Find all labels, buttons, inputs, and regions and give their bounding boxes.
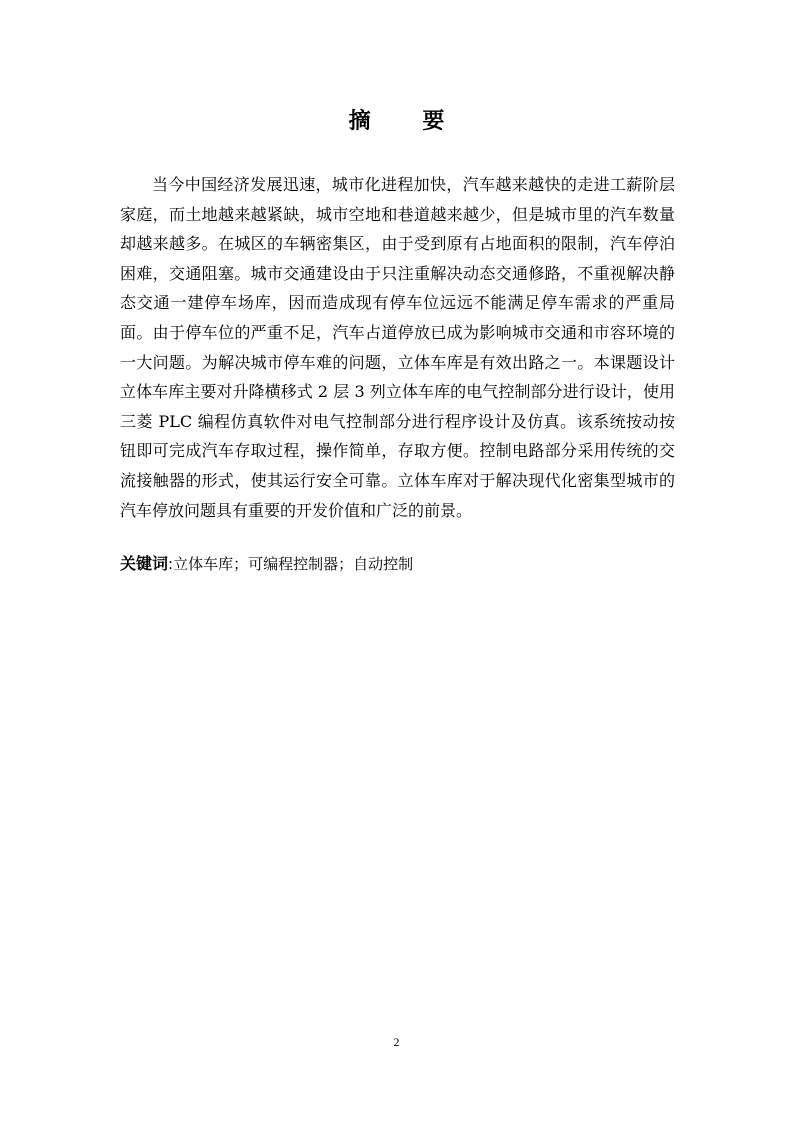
abstract-paragraph: 当今中国经济发展迅速，城市化进程加快，汽车越来越快的走进工薪阶层家庭，而土地越来越紧缺，城市空地和巷道越来越少，但是城市里的汽车数量却越来越多。在城区的车辆密集区，由于受到原有占地面积的限制，汽车停泊困难，交通阻塞。城市交通建设由于只注重解决动态交通修路，不重视解决静态交通一建停车场库，因而造成现有停车位远远不能满足停车需求的严重局面。由于停车位的严重不足，汽车占道停放已成为影响城市交通和市容环境的一大问题。为解决城市停车难的问题，立体车库是有效出路之一。本课题设计立体车库主要对升降横移式 2 层 3 列立体车库的电气控制部分进行设计，使用三菱 PLC 编程仿真软件对电气控制部分进行程序设计及仿真。该系统按动按钮即可完成汽车存取过程，操作简单，存取方便。控制电路部分采用传统的交流接触器的形式，使其运行安全可靠。立体车库对于解决现代化密集型城市的汽车停放问题具有重要的开发价值和广泛的前景。 bbox=[120, 175, 675, 520]
abstract-title: 摘 要 bbox=[348, 109, 467, 134]
page-number: 2 bbox=[393, 1035, 400, 1049]
keywords-label: 关键词 bbox=[120, 554, 169, 573]
keywords-line bbox=[120, 551, 675, 577]
keywords-separator: : bbox=[168, 555, 174, 573]
keywords-list: 立体车库；可编程控制器；自动控制 bbox=[173, 555, 414, 573]
